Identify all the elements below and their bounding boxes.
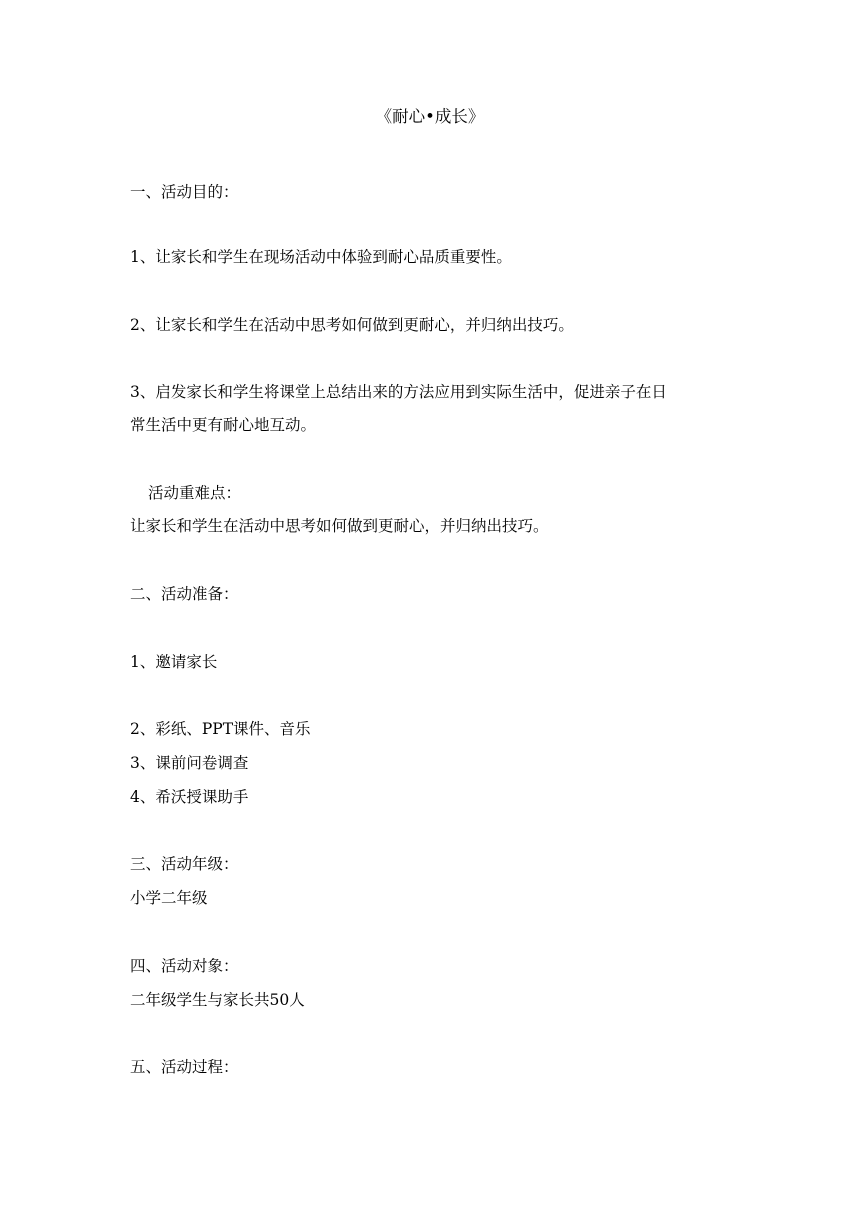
key-points-heading: 活动重难点： [148,484,242,502]
purpose-item-1: 1、让家长和学生在现场活动中体验到耐心品质重要性。 [130,248,512,266]
preparation-item-3: 3、课前问卷调查 [130,754,249,772]
document-title: 《耐心•成长》 [375,107,485,126]
audience-text: 二年级学生与家长共50人 [130,991,305,1009]
grade-text: 小学二年级 [130,889,208,907]
preparation-item-4: 4、希沃授课助手 [130,788,249,806]
section-4-heading: 四、活动对象： [130,957,239,975]
purpose-item-2: 2、让家长和学生在活动中思考如何做到更耐心，并归纳出技巧。 [130,316,574,334]
section-1-heading: 一、活动目的： [130,183,239,201]
key-points-text: 让家长和学生在活动中思考如何做到更耐心，并归纳出技巧。 [130,517,549,535]
purpose-item-3-line-1: 3、启发家长和学生将课堂上总结出来的方法应用到实际生活中，促进亲子在日 [130,383,667,401]
section-3-heading: 三、活动年级： [130,855,239,873]
preparation-item-2: 2、彩纸、PPT课件、音乐 [130,720,311,738]
preparation-item-1: 1、邀请家长 [130,653,218,671]
purpose-item-3-line-2: 常生活中更有耐心地互动。 [130,416,317,434]
section-2-heading: 二、活动准备： [130,585,239,603]
section-5-heading: 五、活动过程： [130,1058,239,1076]
